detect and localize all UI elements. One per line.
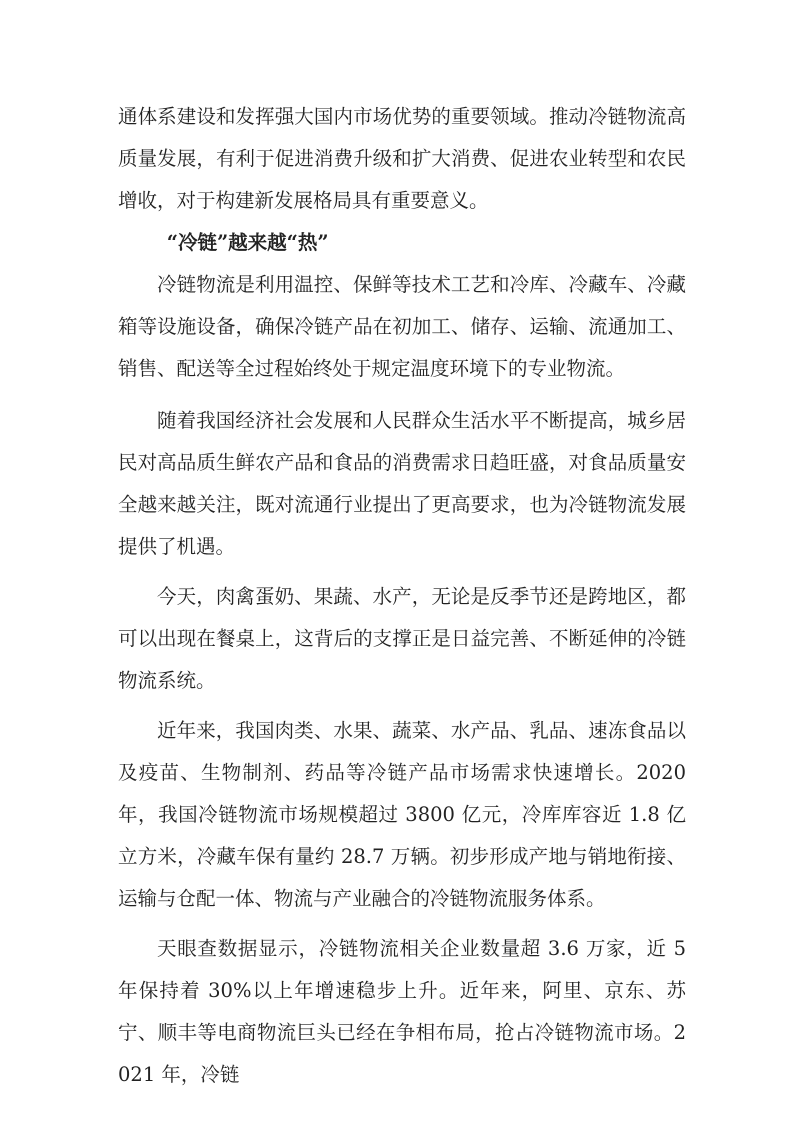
paragraph-market-growth: 近年来，我国肉类、水果、蔬菜、水产品、乳品、速冻食品以及疫苗、生物制剂、药品等冷链产品市场需求快速增长。2020 年，我国冷链物流市场规模超过 3800 亿元，冷库库容近 1.8 亿立方米，冷藏车保有量约 28.7 万辆。初步形成产地与销地衔接、运输与仓配一体、物流与产业融合的冷链物流服务体系。 (118, 719, 686, 910)
paragraph-today: 今天，肉禽蛋奶、果蔬、水产，无论是反季节还是跨地区，都可以出现在餐桌上，这背后的支撑正是日益完善、不断延伸的冷链物流系统。 (118, 585, 686, 692)
section-heading: “冷链”越来越“热” (166, 231, 329, 254)
paragraph-enterprise-data: 天眼查数据显示，冷链物流相关企业数量超 3.6 万家，近 5 年保持着 30%以上年增速稳步上升。近年来，阿里、京东、苏宁、顺丰等电商物流巨头已经在争相布局，抢占冷链物流市场。2021 年，冷链 (118, 937, 686, 1086)
paragraph-intro-continued: 通体系建设和发挥强大国内市场优势的重要领域。推动冷链物流高质量发展，有利于促进消费升级和扩大消费、促进农业转型和农民增收，对于构建新发展格局具有重要意义。 (118, 105, 686, 212)
paragraph-definition: 冷链物流是利用温控、保鲜等技术工艺和冷库、冷藏车、冷藏箱等设施设备，确保冷链产品在初加工、储存、运输、流通加工、销售、配送等全过程始终处于规定温度环境下的专业物流。 (118, 273, 686, 380)
paragraph-demand: 随着我国经济社会发展和人民群众生活水平不断提高，城乡居民对高品质生鲜农产品和食品的消费需求日趋旺盛，对食品质量安全越来越关注，既对流通行业提出了更高要求，也为冷链物流发展提供了机遇。 (118, 409, 686, 558)
document-page (118, 96, 686, 1096)
